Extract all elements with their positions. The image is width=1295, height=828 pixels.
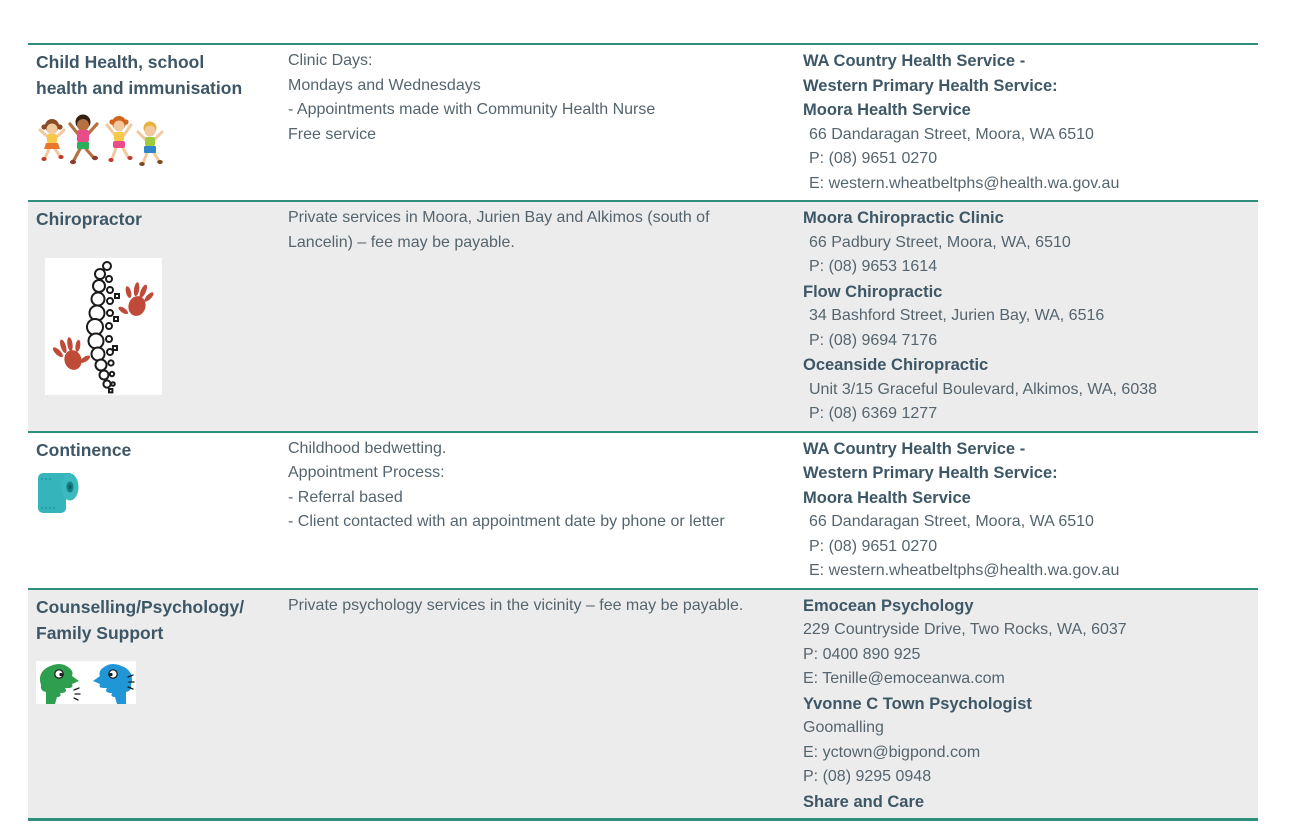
provider-email: E: yctown@bigpond.com [803, 743, 981, 761]
toilet-roll-icon [36, 465, 277, 522]
service-name-cell [28, 45, 287, 200]
provider-name-line: Flow Chiropractic [803, 282, 943, 301]
service-row-continence [28, 431, 1258, 588]
provider-name-line: WA Country Health Service - [803, 439, 1026, 458]
service-description [287, 45, 795, 200]
service-title [36, 437, 277, 463]
service-title-line: Child Health, school [36, 52, 205, 72]
service-title-line: Counselling/Psychology/ [36, 596, 245, 617]
provider-phone: P: (08) 9651 0270 [809, 537, 938, 555]
provider-phone: P: 0400 890 925 [803, 645, 921, 663]
provider-phone: P: (08) 6369 1277 [809, 405, 938, 422]
provider-name-line: WA Country Health Service - [803, 52, 1026, 70]
service-title [36, 49, 277, 101]
provider-phone: P: (08) 9651 0270 [809, 150, 938, 167]
talking-heads-icon [36, 661, 136, 704]
children-jumping-icon [36, 114, 277, 177]
description-line: Private services in Moora, Jurien Bay and Alkimos (south of Lancelin) – fee may be payable. [288, 209, 710, 251]
description-line: - Appointments made with Community Health Nurse [288, 101, 656, 118]
service-title [36, 594, 277, 646]
provider-name-line: Moora Health Service [803, 101, 971, 119]
service-title-line: Family Support [36, 622, 164, 643]
description-line: Appointment Process: [288, 464, 445, 481]
service-providers [795, 433, 1258, 588]
spine-handprints-icon [45, 258, 162, 395]
provider-name-line: Yvonne C Town Psychologist [803, 694, 1032, 713]
service-title-line: health and immunisation [36, 78, 243, 98]
provider-name-line: Western Primary Health Service: [803, 464, 1058, 482]
provider-address: 66 Dandaragan Street, Moora, WA 6510 [809, 513, 1094, 530]
service-row-chiropractor [28, 200, 1258, 431]
service-title-line: Continence [36, 439, 132, 460]
service-title [36, 206, 277, 232]
provider-phone: P: (08) 9653 1614 [809, 258, 938, 275]
service-name-cell [28, 202, 287, 431]
provider-address: 66 Dandaragan Street, Moora, WA 6510 [809, 125, 1094, 143]
service-row-counselling [28, 588, 1258, 819]
provider-address: 34 Bashford Street, Jurien Bay, WA, 6516 [809, 307, 1105, 324]
service-providers [795, 45, 1258, 200]
provider-name-line: Moora Health Service [803, 488, 971, 507]
health-services-table [28, 43, 1258, 821]
provider-name-line: Oceanside Chiropractic [803, 356, 989, 374]
provider-email: E: western.wheatbeltphs@health.wa.gov.au [809, 562, 1120, 579]
provider-address: 66 Padbury Street, Moora, WA, 6510 [809, 233, 1071, 251]
description-line: Childhood bedwetting. [288, 439, 447, 457]
service-description [287, 433, 795, 588]
provider-phone: P: (08) 9694 7176 [809, 331, 938, 349]
description-line: Private psychology services in the vicinity – fee may be payable. [288, 596, 744, 614]
service-row-child-health [28, 45, 1258, 200]
service-description [287, 590, 795, 819]
provider-name-line: Western Primary Health Service: [803, 76, 1058, 95]
service-description [287, 202, 795, 431]
provider-email: E: western.wheatbeltphs@health.wa.gov.au [809, 174, 1120, 192]
service-name-cell [28, 590, 287, 819]
provider-address: Unit 3/15 Graceful Boulevard, Alkimos, WA, 6038 [809, 380, 1158, 398]
description-line: Clinic Days: [288, 52, 373, 69]
description-line: Free service [288, 125, 377, 143]
service-title-line: Chiropractor [36, 209, 142, 229]
service-providers [795, 590, 1258, 819]
provider-address: Goomalling [803, 719, 884, 736]
provider-address: 229 Countryside Drive, Two Rocks, WA, 6037 [803, 621, 1127, 638]
provider-name-line: Moora Chiropractic Clinic [803, 209, 1004, 227]
description-line: Mondays and Wednesdays [288, 76, 481, 94]
service-name-cell [28, 433, 287, 588]
provider-email: E: Tenille@emoceanwa.com [803, 670, 1005, 687]
description-line: - Referral based [288, 488, 403, 506]
provider-name-line: Emocean Psychology [803, 596, 974, 615]
provider-phone: P: (08) 9295 0948 [803, 768, 932, 785]
provider-name-line: Share and Care [803, 792, 925, 811]
service-providers [795, 202, 1258, 431]
description-line: - Client contacted with an appointment date by phone or letter [288, 513, 725, 530]
